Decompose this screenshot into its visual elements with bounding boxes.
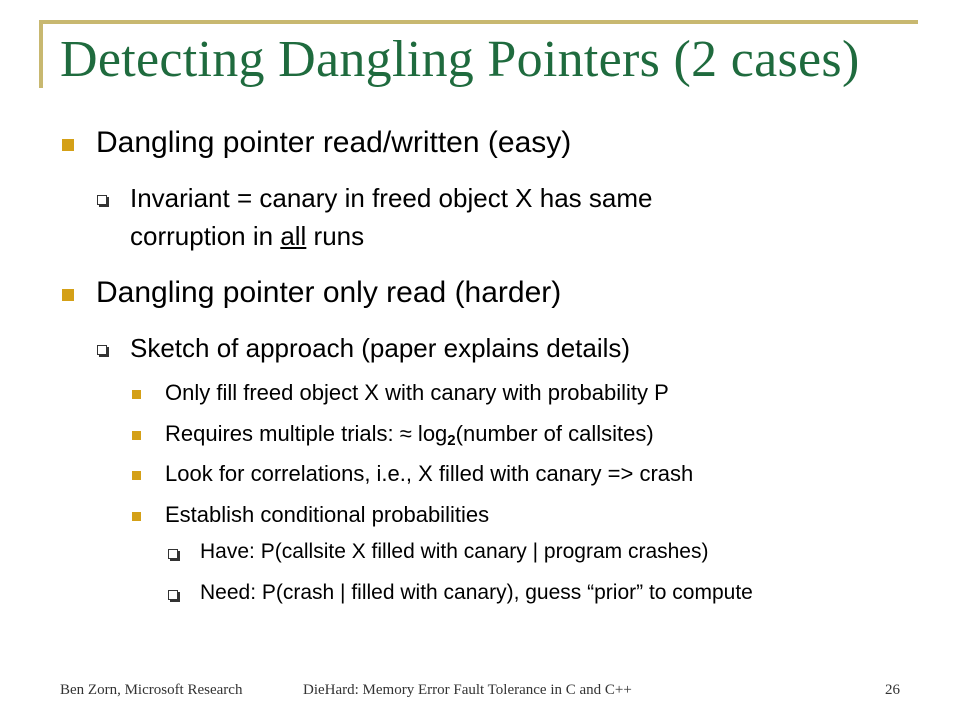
bullet-square-icon bbox=[132, 512, 141, 521]
bullet-hollow-square-icon bbox=[168, 549, 178, 559]
bullet-square-icon bbox=[62, 139, 74, 151]
bullet-hollow-square-icon bbox=[97, 345, 107, 355]
bullet-only-fill: Only fill freed object X with canary with probability P bbox=[165, 380, 669, 405]
bullet-dangling-only-read: Dangling pointer only read (harder) bbox=[96, 276, 562, 309]
bullet-hollow-square-icon bbox=[97, 195, 107, 205]
bullet-requires-trials bbox=[165, 421, 654, 449]
bullet-hollow-square-icon bbox=[168, 590, 178, 600]
bullet-establish-probabilities: Establish conditional probabilities bbox=[165, 502, 490, 527]
footer-title: DieHard: Memory Error Fault Tolerance in C and C++ bbox=[303, 682, 632, 698]
text-requires-trials: Requires multiple trials: ≈ log bbox=[165, 421, 448, 446]
text-log-subscript: 2 bbox=[447, 432, 456, 449]
frame-left-line bbox=[39, 20, 43, 88]
bullet-square-icon bbox=[132, 390, 141, 399]
text-number-callsites: (number of callsites) bbox=[455, 421, 654, 446]
bullet-dangling-read-written: Dangling pointer read/written (easy) bbox=[96, 126, 572, 159]
bullet-have-probability: Have: P(callsite X filled with canary | program crashes) bbox=[200, 540, 709, 563]
slide-title: Detecting Dangling Pointers (2 cases) bbox=[60, 31, 860, 88]
footer-author: Ben Zorn, Microsoft Research bbox=[60, 682, 243, 698]
bullet-sketch-approach: Sketch of approach (paper explains details) bbox=[130, 333, 631, 363]
frame-top-line bbox=[42, 20, 918, 24]
text-runs: runs bbox=[306, 221, 365, 251]
footer-page-number: 26 bbox=[885, 682, 900, 698]
bullet-square-icon bbox=[132, 431, 141, 440]
bullet-look-correlations: Look for correlations, i.e., X filled with canary => crash bbox=[165, 461, 694, 486]
text-all-underlined: all bbox=[280, 221, 307, 251]
bullet-need-probability: Need: P(crash | filled with canary), guess “prior” to compute bbox=[200, 581, 753, 604]
bullet-invariant-line2 bbox=[130, 221, 364, 252]
bullet-square-icon bbox=[132, 471, 141, 480]
bullet-invariant-line1: Invariant = canary in freed object X has same bbox=[130, 183, 653, 213]
bullet-square-icon bbox=[62, 289, 74, 301]
text-corruption-in: corruption in bbox=[130, 221, 281, 251]
